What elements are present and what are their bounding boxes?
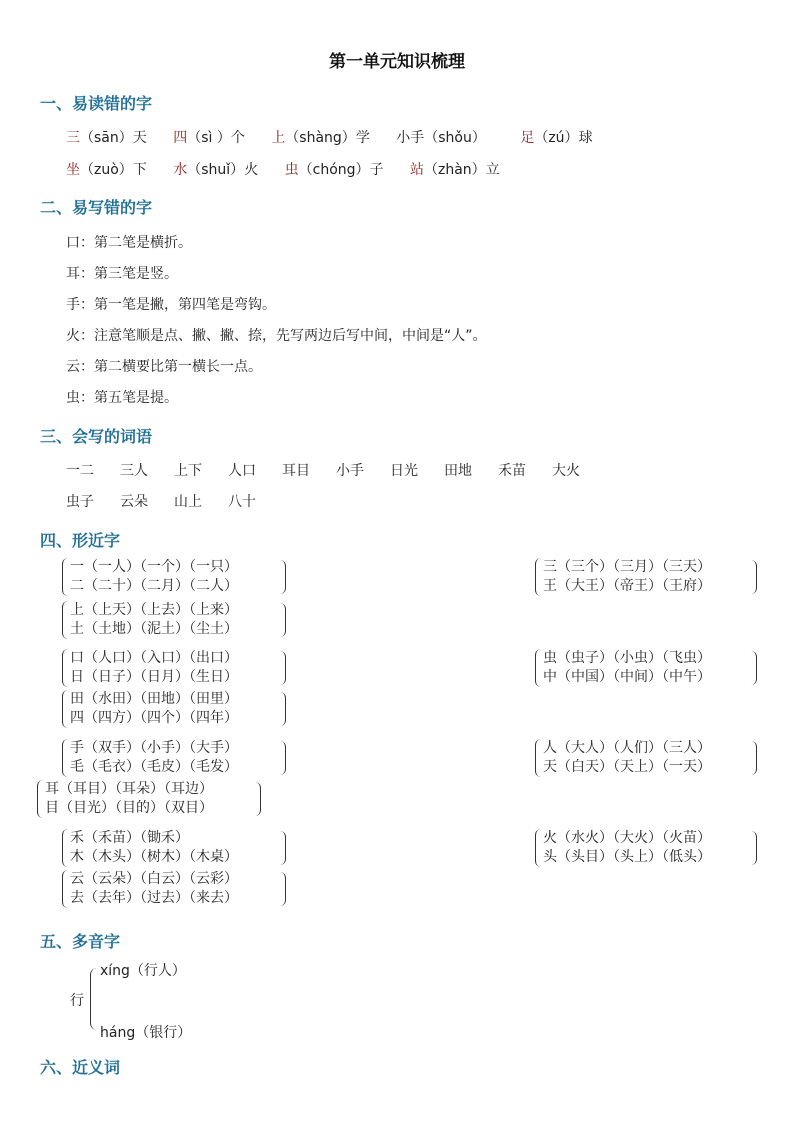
word-item: 八十: [228, 494, 256, 510]
brace: [62, 558, 69, 596]
brace: [62, 649, 69, 687]
brace: [535, 558, 542, 596]
word-item: 上下: [174, 463, 202, 479]
similar-group: [70, 690, 285, 728]
similar-row: 手（双手）（小手）（大手）: [70, 740, 238, 756]
writing-note: 口：第二笔是横折。: [66, 235, 192, 251]
word-item: 日光: [390, 463, 418, 479]
word-item: 小手: [336, 463, 364, 479]
brace: [280, 872, 286, 906]
brace: [255, 782, 261, 816]
reading-row-2: [66, 159, 500, 179]
reading-item: 足（zú）球: [520, 130, 593, 146]
polyphone-char: 行: [70, 993, 84, 1009]
brace: [37, 780, 44, 818]
brace: [62, 870, 69, 908]
similar-row: 口（人口）（入口）（出口）: [70, 650, 238, 666]
similar-row: 二（二十）（二月）（二人）: [70, 578, 238, 594]
writing-note: 手：第一笔是撇，第四笔是弯钩。: [66, 297, 276, 313]
similar-row: 日（日子）（日月）（生日）: [70, 669, 238, 685]
brace: [280, 831, 286, 865]
word-item: 田地: [444, 463, 472, 479]
brace: [90, 968, 97, 1030]
brace: [62, 829, 69, 867]
similar-row: 四（四方）（四个）（四年）: [70, 710, 238, 726]
similar-row: 头（头目）（头上）（低头）: [543, 849, 711, 865]
word-row-2: [66, 491, 282, 511]
reading-item: 站（zhàn）立: [410, 162, 500, 178]
similar-group: [543, 739, 758, 777]
word-item: 人口: [228, 463, 256, 479]
similar-row: 王（大王）（帝王）（王府）: [543, 578, 711, 594]
section-heading-5: 五、多音字: [40, 932, 121, 951]
similar-row: 火（水火）（大火）（火苗）: [543, 830, 711, 846]
word-item: 虫子: [66, 494, 94, 510]
similar-group: [70, 739, 285, 777]
similar-row: 一（一人）（一个）（一只）: [70, 559, 238, 575]
reading-item: 虫（chóng）子: [284, 162, 384, 178]
writing-note: 耳：第三笔是竖。: [66, 266, 178, 282]
brace: [62, 601, 69, 639]
polyphone-reading: xíng（行人）: [100, 963, 186, 979]
section-heading-1: 一、易读错的字: [40, 94, 153, 113]
page-title: 第一单元知识梳理: [329, 52, 465, 72]
similar-row: 三（三个）（三月）（三天）: [543, 559, 711, 575]
brace: [280, 741, 286, 775]
brace: [535, 829, 542, 867]
similar-row: 云（云朵）（白云）（云彩）: [70, 871, 238, 887]
word-item: 大火: [552, 463, 580, 479]
writing-note: 云：第二横要比第一横长一点。: [66, 359, 262, 375]
polyphone-group: [68, 960, 268, 1040]
brace: [280, 651, 286, 685]
section-heading-6: 六、近义词: [40, 1058, 121, 1077]
similar-group: [70, 601, 285, 639]
brace: [280, 603, 286, 637]
brace: [280, 560, 286, 594]
brace: [280, 692, 286, 726]
similar-row: 木（木头）（树木）（木桌）: [70, 849, 238, 865]
writing-note: 火：注意笔顺是点、撇、撇、捺，先写两边后写中间，中间是“人”。: [66, 328, 487, 344]
brace: [751, 560, 757, 594]
similar-row: 毛（毛衣）（毛皮）（毛发）: [70, 759, 238, 775]
similar-row: 目（目光）（目的）（双目）: [45, 800, 213, 816]
similar-row: 禾（禾苗）（锄禾）: [70, 830, 189, 846]
section-heading-4: 四、形近字: [40, 531, 121, 550]
brace: [751, 831, 757, 865]
similar-group: [70, 558, 285, 596]
brace: [62, 739, 69, 777]
brace: [535, 649, 542, 687]
polyphone-reading: háng（银行）: [100, 1025, 192, 1041]
word-item: 一二: [66, 463, 94, 479]
similar-group: [543, 649, 758, 687]
reading-item: 四（sì ）个: [173, 130, 245, 146]
similar-row: 天（白天）（天上）（一天）: [543, 759, 711, 775]
section-heading-2: 二、易写错的字: [40, 198, 153, 217]
section-heading-3: 三、会写的词语: [40, 427, 153, 446]
similar-row: 中（中国）（中间）（中午）: [543, 669, 711, 685]
writing-note: 虫：第五笔是提。: [66, 390, 178, 406]
word-item: 云朵: [120, 494, 148, 510]
reading-row-1: [66, 127, 593, 147]
similar-row: 耳（耳目）（耳朵）（耳边）: [45, 781, 213, 797]
reading-item: 水（shuǐ）火: [173, 162, 259, 178]
similar-group: [70, 649, 285, 687]
similar-row: 虫（虫子）（小虫）（飞虫）: [543, 650, 711, 666]
word-item: 三人: [120, 463, 148, 479]
similar-group: [543, 558, 758, 596]
reading-item: 三（sān）天: [66, 130, 147, 146]
word-item: 山上: [174, 494, 202, 510]
similar-row: 田（水田）（田地）（田里）: [70, 691, 238, 707]
reading-item: 坐（zuò）下: [66, 162, 147, 178]
similar-row: 去（去年）（过去）（来去）: [70, 890, 238, 906]
similar-group: [70, 870, 285, 908]
word-item: 禾苗: [498, 463, 526, 479]
brace: [535, 739, 542, 777]
brace: [751, 651, 757, 685]
brace: [62, 690, 69, 728]
reading-item: 上（shàng）学: [271, 130, 370, 146]
similar-row: 土（土地）（泥土）（尘土）: [70, 621, 238, 637]
brace: [751, 741, 757, 775]
reading-item: 小手（shǒu）: [396, 130, 486, 146]
similar-group: [543, 829, 758, 867]
similar-row: 上（上天）（上去）（上来）: [70, 602, 238, 618]
word-item: 耳目: [282, 463, 310, 479]
similar-group: [70, 829, 285, 867]
similar-row: 人（大人）（人们）（三人）: [543, 740, 711, 756]
similar-group: [45, 780, 260, 818]
word-row-1: [66, 460, 606, 480]
